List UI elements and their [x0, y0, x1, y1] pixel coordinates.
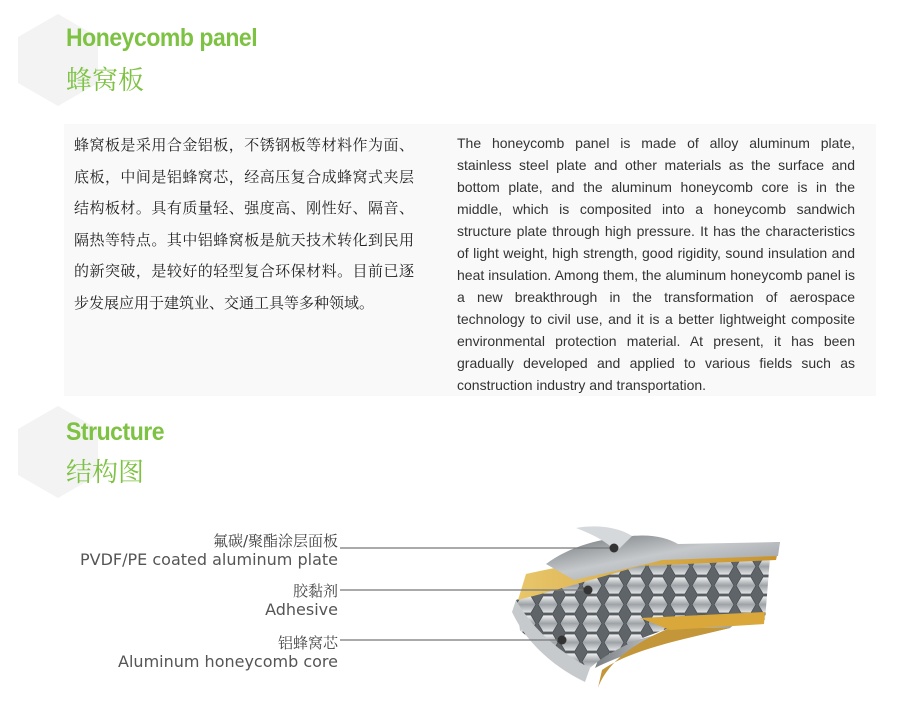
description-cn: 蜂窝板是采用合金铝板，不锈钢板等材料作为面、底板，中间是铝蜂窝芯，经高压复合成蜂窝式夹层结构板材。具有质量轻、强度高、刚性好、隔音、隔热等特点。其中铝蜂窝板是航天技术转化到民用的新突破，是较好的轻型复合环保材料。目前已逐步发展应用于建筑业、交通工具等多种领域。 — [74, 136, 414, 312]
section-title-en: Honeycomb panel — [66, 24, 258, 52]
honeycomb-structure-diagram — [340, 500, 790, 700]
layer-label-en-plate: PVDF/PE coated aluminum plate — [80, 550, 338, 569]
layer-label-cn-core: 铝蜂窝芯 — [277, 634, 338, 652]
layer-label-en-adhesive: Adhesive — [265, 600, 338, 619]
structure-title-cn: 结构图 — [66, 458, 145, 488]
description-en: The honeycomb panel is made of alloy aluminum plate, stainless steel plate and other materials as the surface and bottom plate, and the aluminum honeycomb core is in the middle, which is composited into a honeycomb sandwich structure plate through high pressure. It has the characteristics of light weight, high strength, good rigidity, sound insulation and heat insulation. Among them, the aluminum honeycomb panel is a new breakthrough in the transformation of aerospace technology to civil use, and it is a better lightweight composite environmental protection material. At present, it has been gradually developed and applied to various fields such as construction industry and transportation. — [457, 135, 855, 393]
layer-label-cn-plate: 氟碳/聚酯涂层面板 — [212, 532, 338, 550]
section-title-cn: 蜂窝板 — [66, 66, 145, 96]
layer-label-cn-adhesive: 胶黏剂 — [292, 582, 338, 600]
structure-title-en: Structure — [66, 418, 165, 446]
layer-label-en-core: Aluminum honeycomb core — [118, 652, 338, 671]
